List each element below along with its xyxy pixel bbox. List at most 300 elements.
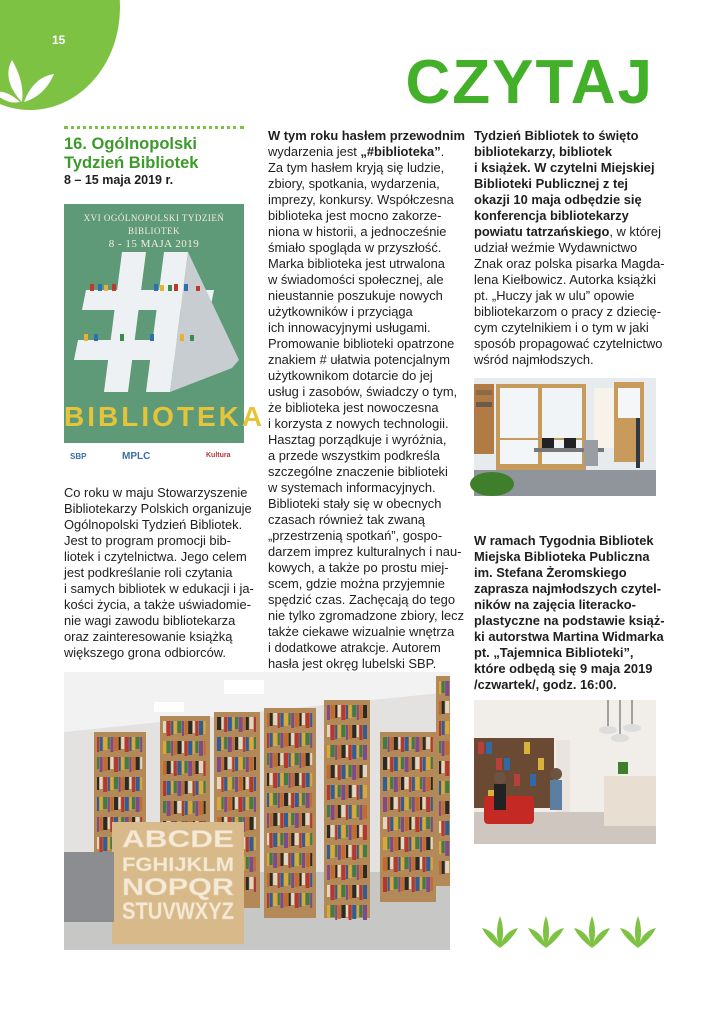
book bbox=[357, 765, 359, 779]
book bbox=[299, 813, 301, 827]
book bbox=[97, 777, 99, 790]
book bbox=[426, 777, 430, 791]
book bbox=[121, 777, 124, 791]
book bbox=[306, 893, 310, 905]
shelf-letters: STUVWXYZ bbox=[122, 898, 234, 925]
book bbox=[222, 777, 224, 792]
book bbox=[310, 733, 312, 748]
book bbox=[335, 785, 337, 798]
book bbox=[270, 773, 273, 785]
book bbox=[228, 757, 232, 769]
body-line: Hasztag porządkuje i wyróżnia, bbox=[268, 432, 447, 447]
book bbox=[357, 865, 359, 880]
body-line: w świadomości społecznej, ale bbox=[268, 272, 444, 287]
book bbox=[270, 833, 273, 848]
intro-line: kości życia, a także uświadomie- bbox=[64, 597, 251, 612]
book bbox=[363, 825, 367, 840]
book bbox=[163, 721, 166, 733]
book bbox=[273, 713, 277, 725]
book bbox=[401, 797, 404, 811]
book bbox=[401, 837, 404, 849]
book bbox=[246, 877, 249, 890]
book bbox=[409, 737, 411, 750]
book bbox=[357, 805, 359, 817]
book bbox=[335, 705, 337, 718]
book bbox=[177, 761, 181, 775]
book bbox=[114, 757, 118, 772]
book bbox=[97, 817, 99, 832]
book bbox=[394, 857, 398, 872]
book bbox=[224, 757, 227, 770]
book bbox=[394, 757, 398, 771]
book bbox=[278, 753, 280, 766]
book bbox=[171, 801, 173, 815]
book bbox=[412, 737, 415, 749]
reading-room-illustration bbox=[474, 378, 656, 496]
book bbox=[295, 793, 299, 807]
book bbox=[426, 837, 430, 850]
body-line: że biblioteka jest nowoczesna bbox=[268, 400, 439, 415]
book bbox=[171, 721, 173, 735]
book bbox=[136, 797, 140, 812]
book bbox=[423, 777, 426, 792]
book bbox=[278, 873, 280, 888]
event-line: lena Kiełbowicz. Autorka książki bbox=[474, 272, 656, 287]
book bbox=[289, 833, 291, 847]
book bbox=[331, 825, 335, 837]
book bbox=[136, 777, 140, 791]
body-line: ich innowacyjnymi usługami. bbox=[268, 320, 431, 335]
article-body bbox=[268, 128, 468, 672]
book bbox=[243, 757, 245, 769]
book bbox=[327, 845, 330, 859]
workshop-line: zaprasza najmłodszych czytel- bbox=[474, 581, 661, 596]
book bbox=[235, 777, 238, 792]
book bbox=[284, 793, 288, 806]
workshop-line: /czwartek/, godz. 16:00. bbox=[474, 677, 617, 692]
children-library-photo bbox=[474, 700, 656, 844]
book bbox=[306, 833, 310, 846]
poster-dates: 8 - 15 MAJA 2019 bbox=[108, 238, 200, 250]
book bbox=[243, 797, 245, 811]
book bbox=[280, 893, 283, 908]
event-line: i książek. W czytelni Miejskiej bbox=[474, 160, 655, 175]
book bbox=[270, 733, 273, 747]
book bbox=[108, 817, 110, 829]
book bbox=[121, 737, 124, 749]
book bbox=[346, 825, 348, 837]
book bbox=[177, 741, 181, 754]
book bbox=[103, 757, 107, 771]
book bbox=[420, 797, 422, 810]
book bbox=[108, 757, 110, 770]
book bbox=[110, 737, 113, 752]
book bbox=[289, 713, 291, 725]
book bbox=[284, 713, 288, 726]
book bbox=[442, 781, 445, 794]
book bbox=[341, 785, 345, 800]
intro-line: nie wagi zawodu bibliotekarza bbox=[64, 613, 236, 628]
body-line: nie tylko zgromadzone zbiory, lecz bbox=[268, 608, 465, 623]
book bbox=[423, 857, 426, 872]
book bbox=[193, 781, 195, 796]
book bbox=[291, 853, 294, 867]
logo-kultura: Kultura bbox=[206, 452, 231, 459]
book bbox=[100, 757, 103, 772]
book bbox=[289, 853, 291, 868]
book bbox=[119, 757, 121, 771]
book bbox=[108, 797, 110, 812]
body-line: Marka biblioteka jest utrwalona bbox=[268, 256, 445, 271]
book bbox=[295, 873, 299, 887]
book bbox=[302, 753, 305, 767]
book bbox=[363, 845, 367, 857]
book bbox=[346, 905, 348, 917]
book bbox=[310, 873, 312, 887]
book bbox=[306, 713, 310, 728]
book bbox=[327, 765, 330, 779]
book bbox=[341, 725, 345, 737]
book bbox=[426, 857, 430, 871]
book bbox=[195, 801, 198, 816]
book bbox=[409, 757, 411, 771]
body-line: nieustannie poszukuje nowych bbox=[268, 288, 443, 303]
book bbox=[426, 797, 430, 812]
book bbox=[232, 717, 234, 730]
book bbox=[359, 905, 362, 917]
book bbox=[327, 805, 330, 817]
book bbox=[338, 705, 341, 717]
body-line: Biblioteki stały się w obecnych bbox=[268, 496, 442, 511]
book bbox=[415, 837, 419, 849]
book bbox=[439, 681, 441, 694]
book bbox=[327, 705, 330, 720]
poster-heading-line: XVI OGÓLNOPOLSKI TYDZIEŃ BIBLIOTEK bbox=[83, 213, 225, 236]
book bbox=[445, 681, 449, 696]
body-line: hasła jest okręg lubelski SBP. bbox=[268, 656, 437, 671]
book bbox=[442, 801, 445, 815]
event-poster bbox=[64, 204, 266, 471]
bookshelves-illustration bbox=[64, 672, 450, 950]
book bbox=[327, 905, 330, 918]
body-line: Za tym hasłem kryją się ludzie, bbox=[268, 160, 445, 175]
event-line: pt. „Huczy jak w ulu” opowie bbox=[474, 288, 635, 303]
book bbox=[278, 773, 280, 787]
book bbox=[352, 865, 356, 877]
book bbox=[125, 737, 129, 752]
book bbox=[341, 825, 345, 838]
book bbox=[140, 777, 142, 790]
book bbox=[415, 797, 419, 811]
book bbox=[97, 737, 99, 752]
book bbox=[299, 833, 301, 848]
book bbox=[270, 713, 273, 726]
book bbox=[177, 801, 181, 813]
book bbox=[267, 753, 269, 765]
book bbox=[199, 801, 203, 815]
book bbox=[341, 805, 345, 817]
book bbox=[278, 793, 280, 808]
book bbox=[420, 757, 422, 772]
book bbox=[401, 777, 404, 790]
book bbox=[409, 817, 411, 830]
book bbox=[331, 805, 335, 820]
book bbox=[346, 885, 348, 900]
book bbox=[174, 741, 177, 755]
intro-line: jest podkreślanie roli czytania bbox=[64, 565, 233, 580]
book bbox=[352, 765, 356, 780]
book bbox=[188, 801, 192, 814]
book bbox=[278, 833, 280, 846]
book bbox=[349, 785, 352, 798]
book bbox=[182, 741, 184, 753]
book bbox=[409, 837, 411, 851]
book bbox=[199, 761, 203, 773]
book bbox=[171, 781, 173, 794]
book bbox=[415, 817, 419, 832]
event-line: Tydzień Bibliotek to święto bbox=[474, 128, 639, 143]
book bbox=[335, 765, 337, 777]
body-line: a przede wszystkim podkreśla bbox=[268, 448, 440, 463]
book bbox=[249, 737, 253, 750]
book bbox=[423, 837, 426, 851]
book bbox=[331, 765, 335, 778]
book bbox=[284, 853, 288, 865]
book bbox=[388, 757, 390, 769]
book bbox=[349, 705, 352, 718]
book bbox=[439, 861, 441, 875]
book bbox=[273, 813, 277, 826]
book bbox=[232, 737, 234, 751]
book bbox=[388, 877, 390, 891]
book bbox=[359, 805, 362, 820]
body-line: śmiało spogląda w przyszłość. bbox=[268, 240, 442, 255]
book bbox=[420, 817, 422, 831]
book bbox=[390, 817, 393, 831]
book bbox=[295, 853, 299, 866]
book bbox=[100, 777, 103, 789]
book bbox=[442, 701, 445, 714]
book bbox=[431, 837, 433, 849]
book bbox=[431, 797, 433, 811]
book bbox=[390, 797, 393, 810]
book bbox=[346, 785, 348, 799]
book bbox=[338, 865, 341, 877]
book bbox=[412, 857, 415, 871]
event-info bbox=[474, 128, 674, 368]
book bbox=[412, 797, 415, 812]
book bbox=[390, 737, 393, 751]
book bbox=[167, 761, 171, 774]
body-line: darzem imprez kulturalnych i nau- bbox=[268, 544, 462, 559]
book bbox=[295, 713, 299, 727]
workshop-announcement bbox=[474, 533, 674, 693]
book bbox=[267, 873, 269, 887]
book bbox=[405, 777, 409, 789]
book bbox=[103, 837, 107, 851]
book bbox=[306, 873, 310, 888]
book bbox=[335, 745, 337, 760]
book bbox=[121, 757, 124, 770]
book bbox=[270, 873, 273, 886]
book bbox=[352, 785, 356, 797]
book bbox=[352, 825, 356, 839]
book bbox=[439, 721, 441, 736]
book bbox=[204, 721, 206, 734]
book bbox=[246, 737, 249, 751]
intro-text bbox=[64, 485, 254, 661]
book bbox=[357, 845, 359, 859]
book bbox=[280, 753, 283, 765]
book bbox=[442, 721, 445, 735]
book bbox=[306, 793, 310, 808]
event-line: bibliotekarzom o pracy z dziecię- bbox=[474, 304, 661, 319]
book bbox=[338, 745, 341, 759]
book bbox=[291, 753, 294, 766]
book bbox=[246, 817, 249, 831]
book bbox=[228, 797, 232, 811]
book bbox=[420, 737, 422, 751]
book bbox=[359, 765, 362, 778]
book bbox=[352, 805, 356, 818]
book bbox=[110, 757, 113, 769]
book bbox=[280, 813, 283, 828]
book bbox=[383, 877, 387, 892]
book bbox=[167, 741, 171, 753]
body-line: czasach również tak zwaną bbox=[268, 512, 425, 527]
book bbox=[388, 777, 390, 790]
book bbox=[278, 733, 280, 745]
book bbox=[195, 741, 198, 753]
book bbox=[195, 721, 198, 736]
intro-line: Jest to program promocji bib- bbox=[64, 533, 231, 548]
book bbox=[125, 777, 129, 790]
book bbox=[284, 893, 288, 907]
book bbox=[412, 777, 415, 791]
book bbox=[352, 905, 356, 919]
book bbox=[249, 797, 253, 809]
book bbox=[352, 705, 356, 717]
book bbox=[97, 757, 99, 769]
book bbox=[295, 753, 299, 765]
book bbox=[228, 717, 232, 731]
book bbox=[359, 705, 362, 719]
book bbox=[439, 841, 441, 854]
book bbox=[442, 681, 445, 693]
book bbox=[405, 837, 409, 852]
body-line: biblioteka jest mocno zakorze- bbox=[268, 208, 442, 223]
book bbox=[291, 873, 294, 888]
book bbox=[352, 845, 356, 860]
book bbox=[306, 773, 310, 787]
book bbox=[280, 773, 283, 786]
book bbox=[280, 733, 283, 748]
book bbox=[270, 893, 273, 907]
section-title: CZYTAJ bbox=[405, 48, 654, 117]
book bbox=[140, 737, 142, 752]
book bbox=[171, 741, 173, 756]
book bbox=[352, 725, 356, 738]
book bbox=[280, 793, 283, 807]
book bbox=[383, 797, 387, 812]
book bbox=[121, 797, 124, 812]
book bbox=[199, 741, 203, 756]
book bbox=[193, 801, 195, 813]
book bbox=[412, 757, 415, 770]
book bbox=[291, 773, 294, 787]
book bbox=[302, 713, 305, 725]
logo-sbp: SBP bbox=[70, 452, 87, 461]
shelf-letters: ABCDE bbox=[122, 826, 234, 853]
intro-line: Co roku w maju Stowarzyszenie bbox=[64, 485, 248, 500]
book bbox=[398, 877, 400, 892]
book bbox=[254, 877, 256, 892]
book bbox=[136, 757, 140, 770]
book bbox=[129, 797, 131, 810]
book bbox=[246, 717, 249, 730]
book bbox=[289, 893, 291, 906]
book bbox=[267, 833, 269, 845]
book bbox=[331, 745, 335, 757]
book bbox=[273, 773, 277, 788]
book bbox=[185, 721, 188, 735]
book bbox=[409, 877, 411, 889]
book bbox=[341, 865, 345, 880]
book bbox=[110, 797, 113, 811]
event-line: wśród najmłodszych. bbox=[474, 352, 594, 367]
book bbox=[405, 737, 409, 751]
leaf-icon bbox=[620, 916, 656, 948]
book bbox=[331, 885, 335, 900]
body-line: i dodatkowe atrakcje. Autorem bbox=[268, 640, 441, 655]
book bbox=[302, 733, 305, 746]
body-line: „przestrzenią spotkań”, gospo- bbox=[268, 528, 443, 543]
intro-line: Ogólnopolski Tydzień Bibliotek. bbox=[64, 517, 243, 532]
book bbox=[327, 745, 330, 758]
book bbox=[383, 857, 387, 871]
book bbox=[199, 721, 203, 735]
body-line: i korzysta z nowych technologii. bbox=[268, 416, 449, 431]
book bbox=[246, 857, 249, 869]
book bbox=[204, 781, 206, 793]
leaves-decoration bbox=[478, 912, 658, 952]
book bbox=[445, 841, 449, 856]
book bbox=[204, 801, 206, 814]
book bbox=[331, 785, 335, 799]
book bbox=[439, 821, 441, 833]
book bbox=[442, 861, 445, 874]
book bbox=[363, 905, 367, 920]
book bbox=[390, 837, 393, 852]
book bbox=[341, 745, 345, 758]
book bbox=[182, 761, 184, 774]
book bbox=[394, 797, 398, 809]
book bbox=[299, 773, 301, 785]
book bbox=[289, 793, 291, 805]
body-line: użytkownikom dotarcie do jej bbox=[268, 368, 433, 383]
book bbox=[409, 857, 411, 872]
book bbox=[163, 761, 166, 775]
book bbox=[445, 861, 449, 873]
book bbox=[426, 757, 430, 770]
book bbox=[390, 777, 393, 789]
book bbox=[185, 761, 188, 773]
book bbox=[254, 817, 256, 829]
book bbox=[177, 721, 181, 733]
book bbox=[284, 873, 288, 886]
book bbox=[267, 793, 269, 807]
book bbox=[125, 797, 129, 811]
